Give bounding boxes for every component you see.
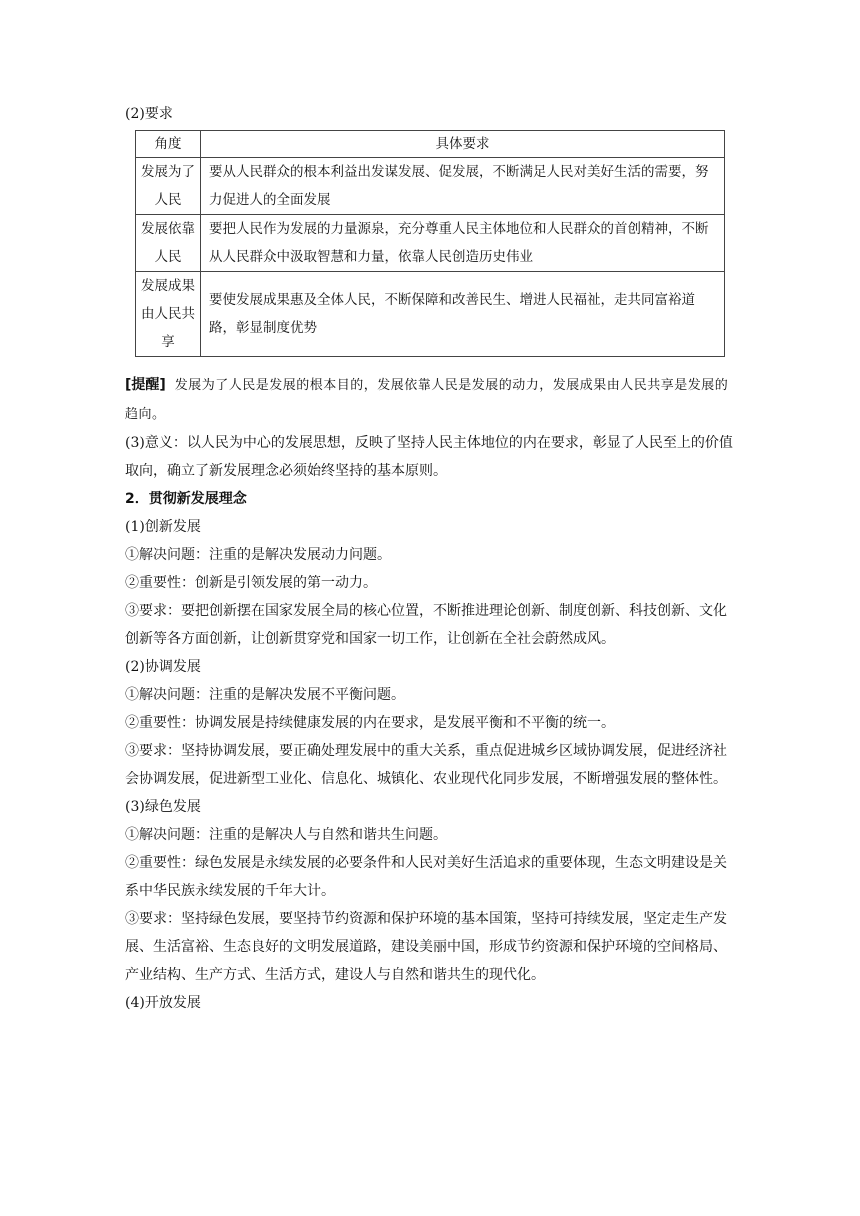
green-importance: ②重要性：绿色发展是永续发展的必要条件和人民对美好生活追求的重要体现，生态文明建设是关系中华民族永续发展的千年大计。 — [125, 855, 727, 899]
tip-label: [提醒] — [125, 377, 166, 393]
tip-paragraph — [125, 371, 740, 429]
document-page — [125, 100, 740, 1017]
table-row — [136, 272, 725, 357]
green-heading: (3)绿色发展 — [125, 799, 201, 815]
table-header-row — [136, 131, 725, 158]
table-cell-angle: 发展成果由人民共享 — [136, 272, 201, 357]
table-row — [136, 158, 725, 215]
table-row — [136, 215, 725, 272]
innovation-problem: ①解决问题：注重的是解决发展动力问题。 — [125, 547, 391, 563]
table-header-cell: 具体要求 — [201, 131, 725, 158]
table-cell-angle: 发展为了人民 — [136, 158, 201, 215]
section2-title: 2．贯彻新发展理念 — [125, 491, 247, 507]
open-heading: (4)开放发展 — [125, 995, 201, 1011]
requirements-table — [135, 130, 725, 357]
table-cell-text: 要把人民作为发展的力量源泉，充分尊重人民主体地位和人民群众的首创精神，不断从人民群众中汲取智慧和力量，依靠人民创造历史伟业 — [201, 215, 725, 272]
coordination-heading: (2)协调发展 — [125, 659, 201, 675]
coordination-importance: ②重要性：协调发展是持续健康发展的内在要求，是发展平衡和不平衡的统一。 — [125, 715, 615, 731]
table-header-cell: 角度 — [136, 131, 201, 158]
section-heading-requirements: (2)要求 — [125, 106, 173, 122]
coordination-problem: ①解决问题：注重的是解决发展不平衡问题。 — [125, 687, 405, 703]
innovation-importance: ②重要性：创新是引领发展的第一动力。 — [125, 575, 377, 591]
coordination-requirement: ③要求：坚持协调发展，要正确处理发展中的重大关系，重点促进城乡区域协调发展，促进经济社会协调发展，促进新型工业化、信息化、城镇化、农业现代化同步发展，不断增强发展的整体性。 — [125, 743, 727, 787]
green-problem: ①解决问题：注重的是解决人与自然和谐共生问题。 — [125, 827, 447, 843]
tip-text: 发展为了人民是发展的根本目的，发展依靠人民是发展的动力，发展成果由人民共享是发展的趋向。 — [125, 378, 729, 422]
table-cell-text: 要使发展成果惠及全体人民，不断保障和改善民生、增进人民福祉，走共同富裕道路，彰显制度优势 — [201, 272, 725, 357]
meaning-paragraph: (3)意义：以人民为中心的发展思想，反映了坚持人民主体地位的内在要求，彰显了人民至上的价值取向，确立了新发展理念必须始终坚持的基本原则。 — [125, 435, 733, 479]
green-requirement: ③要求：坚持绿色发展，要坚持节约资源和保护环境的基本国策，坚持可持续发展，坚定走生产发展、生活富裕、生态良好的文明发展道路，建设美丽中国，形成节约资源和保护环境的空间格局、产业结构、生产方式、生活方式，建设人与自然和谐共生的现代化。 — [125, 911, 727, 983]
table-cell-text: 要从人民群众的根本利益出发谋发展、促发展，不断满足人民对美好生活的需要，努力促进人的全面发展 — [201, 158, 725, 215]
innovation-heading: (1)创新发展 — [125, 519, 201, 535]
innovation-requirement: ③要求：要把创新摆在国家发展全局的核心位置，不断推进理论创新、制度创新、科技创新、文化创新等各方面创新，让创新贯穿党和国家一切工作，让创新在全社会蔚然成风。 — [125, 603, 727, 647]
table-cell-angle: 发展依靠人民 — [136, 215, 201, 272]
